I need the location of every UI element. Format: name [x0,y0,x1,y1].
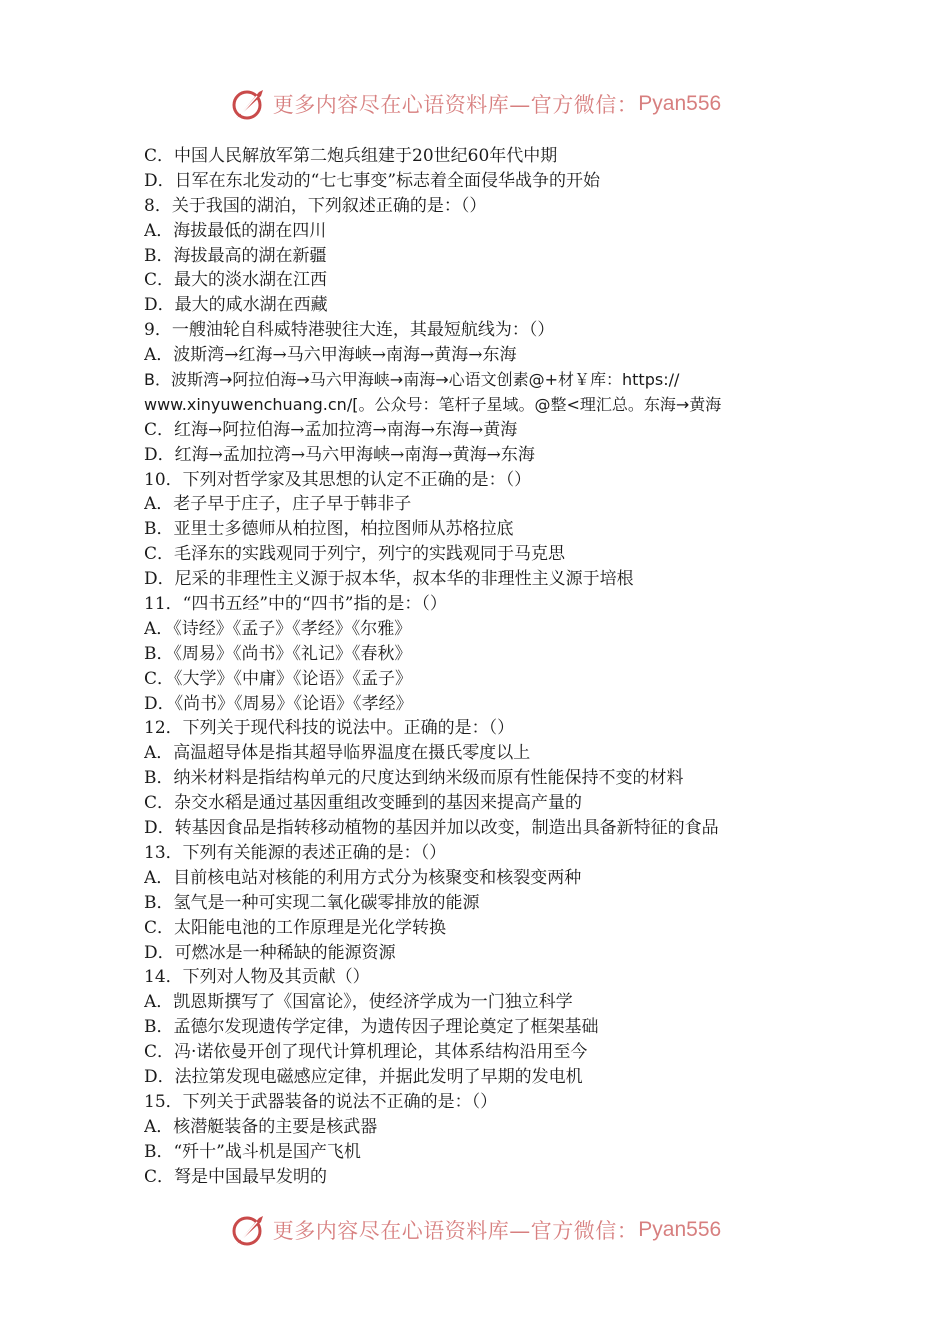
header-banner-text: 更多内容尽在心语资料库—官方微信： [272,93,639,117]
option-line: B．纳米材料是指结构单元的尺度达到纳米级而原有性能保持不变的材料 [144,768,684,789]
question-12: 12．下列关于现代科技的说法中。正确的是：（） [144,718,515,739]
option-line: B．孟德尔发现遗传学定律，为遗传因子理论奠定了框架基础 [144,1017,599,1038]
option-line: D．转基因食品是指转移动植物的基因并加以改变，制造出具备新特征的食品 [144,818,719,839]
option-line: A．海拔最低的湖在四川 [144,220,327,241]
option-line: A．波斯湾→红海→马六甲海峡→南海→黄海→东海 [144,345,517,366]
footer-banner [0,1208,950,1252]
option-line: B．亚里士多德师从柏拉图，柏拉图师从苏格拉底 [144,519,514,540]
option-line: B．《周易》《尚书》《礼记》《春秋》 [144,643,412,664]
option-line: A．目前核电站对核能的利用方式分为核聚变和核裂变两种 [144,867,582,888]
question-15: 15．下列关于武器装备的说法不正确的是：（） [144,1091,498,1112]
option-line: D．红海→孟加拉湾→马六甲海峡→南海→黄海→东海 [144,444,535,465]
option-line: A．《诗经》《孟子》《孝经》《尔雅》 [144,618,412,639]
question-14: 14．下列对人物及其贡献（） [144,967,370,988]
option-line: C．杂交水稻是通过基因重组改变睡到的基因来提高产量的 [144,793,583,814]
option-line: D．可燃冰是一种稀缺的能源资源 [144,942,396,963]
option-line: B．氢气是一种可实现二氧化碳零排放的能源 [144,892,480,913]
option-line: C．红海→阿拉伯海→孟加拉湾→南海→东海→黄海 [144,419,518,440]
option-line: B．“歼十”战斗机是国产飞机 [144,1141,361,1162]
text-line: D．日军在东北发动的“七七事变”标志着全面侵华战争的开始 [144,170,601,191]
quill-pen-logo-icon [229,84,269,124]
option-line: D．《尚书》《周易》《论语》《孝经》 [144,693,413,714]
option-line-continued: www.xinyuwenchuang.cn/[。公众号：笔杆子星域。@整<理汇总。东海→黄海 [144,394,722,414]
option-line: C．《大学》《中庸》《论语》《孟子》 [144,668,413,689]
option-line: C．弩是中国最早发明的 [144,1166,328,1187]
footer-banner-text: 更多内容尽在心语资料库—官方微信： [272,1219,639,1243]
option-line: C．冯·诺依曼开创了现代计算机理论，其体系结构沿用至今 [144,1042,588,1063]
question-11: 11．“四书五经”中的“四书”指的是：（） [144,594,447,615]
option-line: D．尼采的非理性主义源于叔本华，叔本华的非理性主义源于培根 [144,569,634,590]
question-13: 13．下列有关能源的表述正确的是：（） [144,842,447,863]
option-line: C．毛泽东的实践观同于列宁，列宁的实践观同于马克思 [144,544,566,565]
footer-wechat-id: Pyan556 [638,1218,722,1241]
option-line: A．老子早于庄子，庄子早于韩非子 [144,494,412,515]
question-9: 9．一艘油轮自科威特港驶往大连，其最短航线为：（） [144,320,555,341]
option-line: B．海拔最高的湖在新疆 [144,245,327,266]
option-line: A．高温超导体是指其超导临界温度在摄氏零度以上 [144,743,531,764]
question-10: 10．下列对哲学家及其思想的认定不正确的是：（） [144,469,532,490]
option-line: C．太阳能电池的工作原理是光化学转换 [144,917,447,938]
header-banner [0,82,950,126]
document-body [144,144,824,1189]
option-line: D．最大的咸水湖在西藏 [144,295,328,316]
header-wechat-id: Pyan556 [638,92,722,115]
option-line: A．凯恩斯撰写了《国富论》，使经济学成为一门独立科学 [144,992,573,1013]
option-line: A．核潜艇装备的主要是核武器 [144,1116,378,1137]
option-line: D．法拉第发现电磁感应定律，并据此发明了早期的发电机 [144,1066,583,1087]
option-line: B．波斯湾→阿拉伯海→马六甲海峡→南海→心语文创素@+材￥库：https:// [144,370,680,390]
quill-pen-logo-icon [229,1210,269,1250]
option-line: C．最大的淡水湖在江西 [144,270,328,291]
question-8: 8．关于我国的湖泊，下列叙述正确的是：（） [144,195,487,216]
text-line: C．中国人民解放军第二炮兵组建于20世纪60年代中期 [144,146,558,166]
